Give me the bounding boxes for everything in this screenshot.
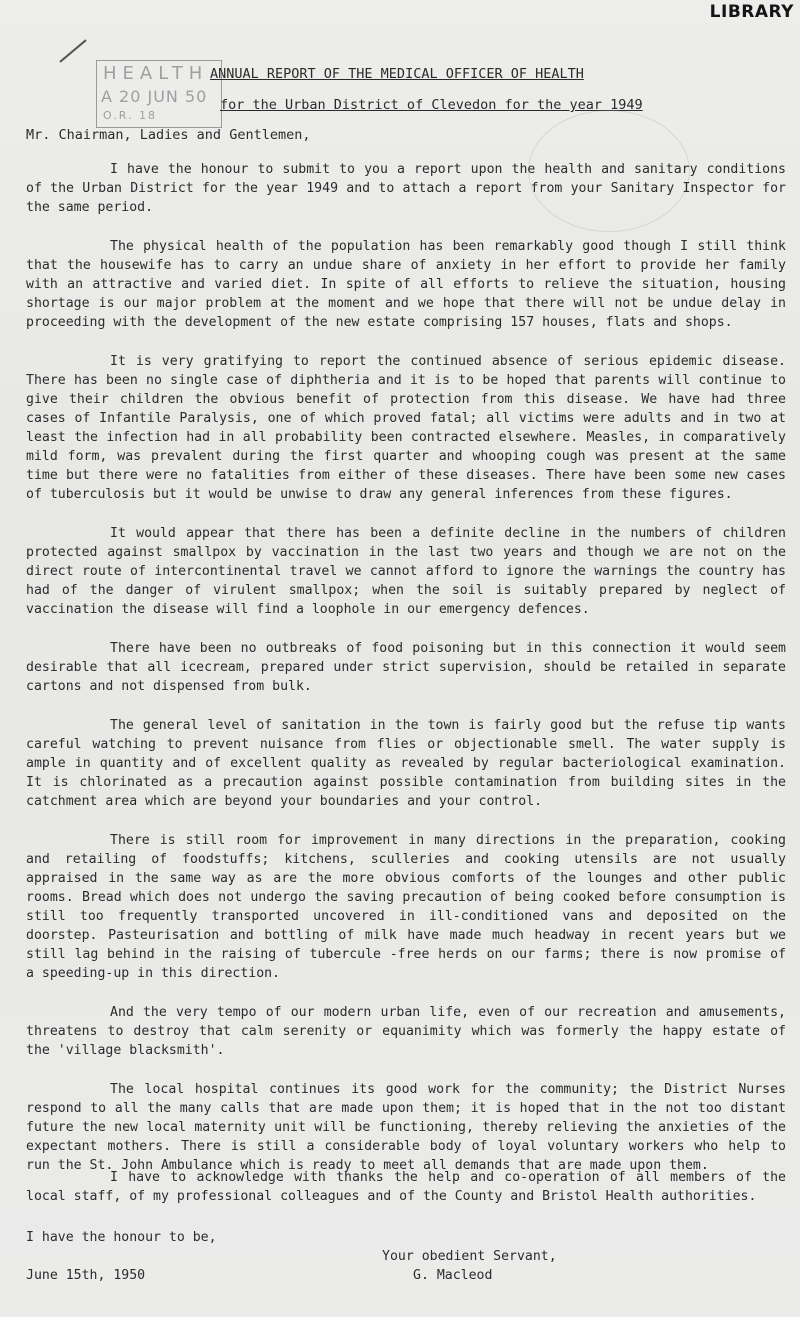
- paragraph: I have the honour to submit to you a report upon the health and sanitary conditions of the Urban District for the year 1949 and to attach a report from your Sanitary Inspector for the same period.: [26, 162, 786, 215]
- paragraph: There is still room for improvement in many directions in the preparation, cooking and retailing of foodstuffs; kitchens, sculleries and cooking utensils are not usually appraised in the same way as are the more obvious comforts of the lounges and other public rooms. Bread which does not undergo the saving precaution of being cooked before consumption is still too frequently transported uncovered in ill-conditioned vans and deposited on the doorstep. Pasteurisation and bottling of milk have made much headway in recent years but we still lag behind in the raising of tubercule -free herds on our farms; there is now promise of a speeding-up in this direction.: [26, 833, 786, 981]
- report-subtitle: for the Urban District of Clevedon for the year 1949: [220, 97, 643, 113]
- closing-block: [26, 1168, 786, 1206]
- library-label: LIBRARY: [709, 2, 794, 22]
- report-body: [26, 160, 786, 1195]
- stamp-line-3: O.R. 18: [103, 109, 157, 122]
- paragraph: And the very tempo of our modern urban life, even of our recreation and amusements, threatens to destroy that calm serenity or equanimity which was formerly the happy estate of the 'village blacksmith'.: [26, 1005, 786, 1058]
- paragraph: The physical health of the population has been remarkably good though I still think that the housewife has to carry an undue share of anxiety in her effort to provide her family with an attractive and varied diet. In spite of all efforts to relieve the situation, housing shortage is our major problem at the moment and we hope that there will not be undue delay in proceeding with the development of the new estate comprising 157 houses, flats and shops.: [26, 239, 786, 330]
- honour-line: I have the honour to be,: [26, 1230, 217, 1245]
- paragraph: The local hospital continues its good work for the community; the District Nurses respond to all the many calls that are made upon them; it is hoped that in the not too distant future the new local maternity unit will be functioning, thereby relieving the anxieties of the expectant mothers. There is still a considerable body of loyal voluntary workers who help to run the St. John Ambulance which is ready to meet all demands that are made upon them.: [26, 1082, 786, 1173]
- paragraph: It would appear that there has been a definite decline in the numbers of children protected against smallpox by vaccination in the last two years and though we are not on the direct route of intercontinental travel we cannot afford to ignore the warnings the country has had of the danger of virulent smallpox; when the soil is suitably prepared by neglect of vaccination the disease will find a loophole in our emergency defences.: [26, 526, 786, 617]
- stamp-line-2: A 20 JUN 50: [101, 87, 208, 106]
- signature-name: G. Macleod: [413, 1268, 493, 1283]
- report-title: ANNUAL REPORT OF THE MEDICAL OFFICER OF HEALTH: [210, 66, 584, 82]
- pen-mark: [59, 39, 86, 62]
- paragraph: It is very gratifying to report the continued absence of serious epidemic disease. There has been no single case of diphtheria and it is to be hoped that parents will continue to give their children the obvious benefit of protection from this disease. We have had three cases of Infantile Paralysis, one of which proved fatal; all victims were adults and in two at least the infection had in all probability been contracted elsewhere. Measles, in comparatively mild form, was prevalent during the first quarter and whooping cough was present at the same time but there were no fatalities from either of these diseases. There have been some new cases of tuberculosis but it would be unwise to draw any general inferences from these figures.: [26, 354, 786, 502]
- servant-line: Your obedient Servant,: [382, 1249, 557, 1264]
- acknowledgement-paragraph: I have to acknowledge with thanks the help and co-operation of all members of the local staff, of my professional colleagues and of the County and Bristol Health authorities.: [26, 1170, 786, 1204]
- salutation: Mr. Chairman, Ladies and Gentlemen,: [26, 127, 311, 143]
- paragraph: The general level of sanitation in the town is fairly good but the refuse tip wants careful watching to prevent nuisance from flies or objectionable smell. The water supply is ample in quantity and of excellent quality as revealed by regular bacteriological examination. It is chlorinated as a precaution against possible contamination from building sites in the catchment area which are beyond your boundaries and your control.: [26, 718, 786, 809]
- paragraph: There have been no outbreaks of food poisoning but in this connection it would seem desirable that all icecream, prepared under strict supervision, should be retailed in separate cartons and not dispensed from bulk.: [26, 641, 786, 694]
- letter-date: June 15th, 1950: [26, 1268, 146, 1283]
- stamp-line-1: HEALTH: [103, 63, 209, 84]
- received-stamp: [96, 60, 222, 128]
